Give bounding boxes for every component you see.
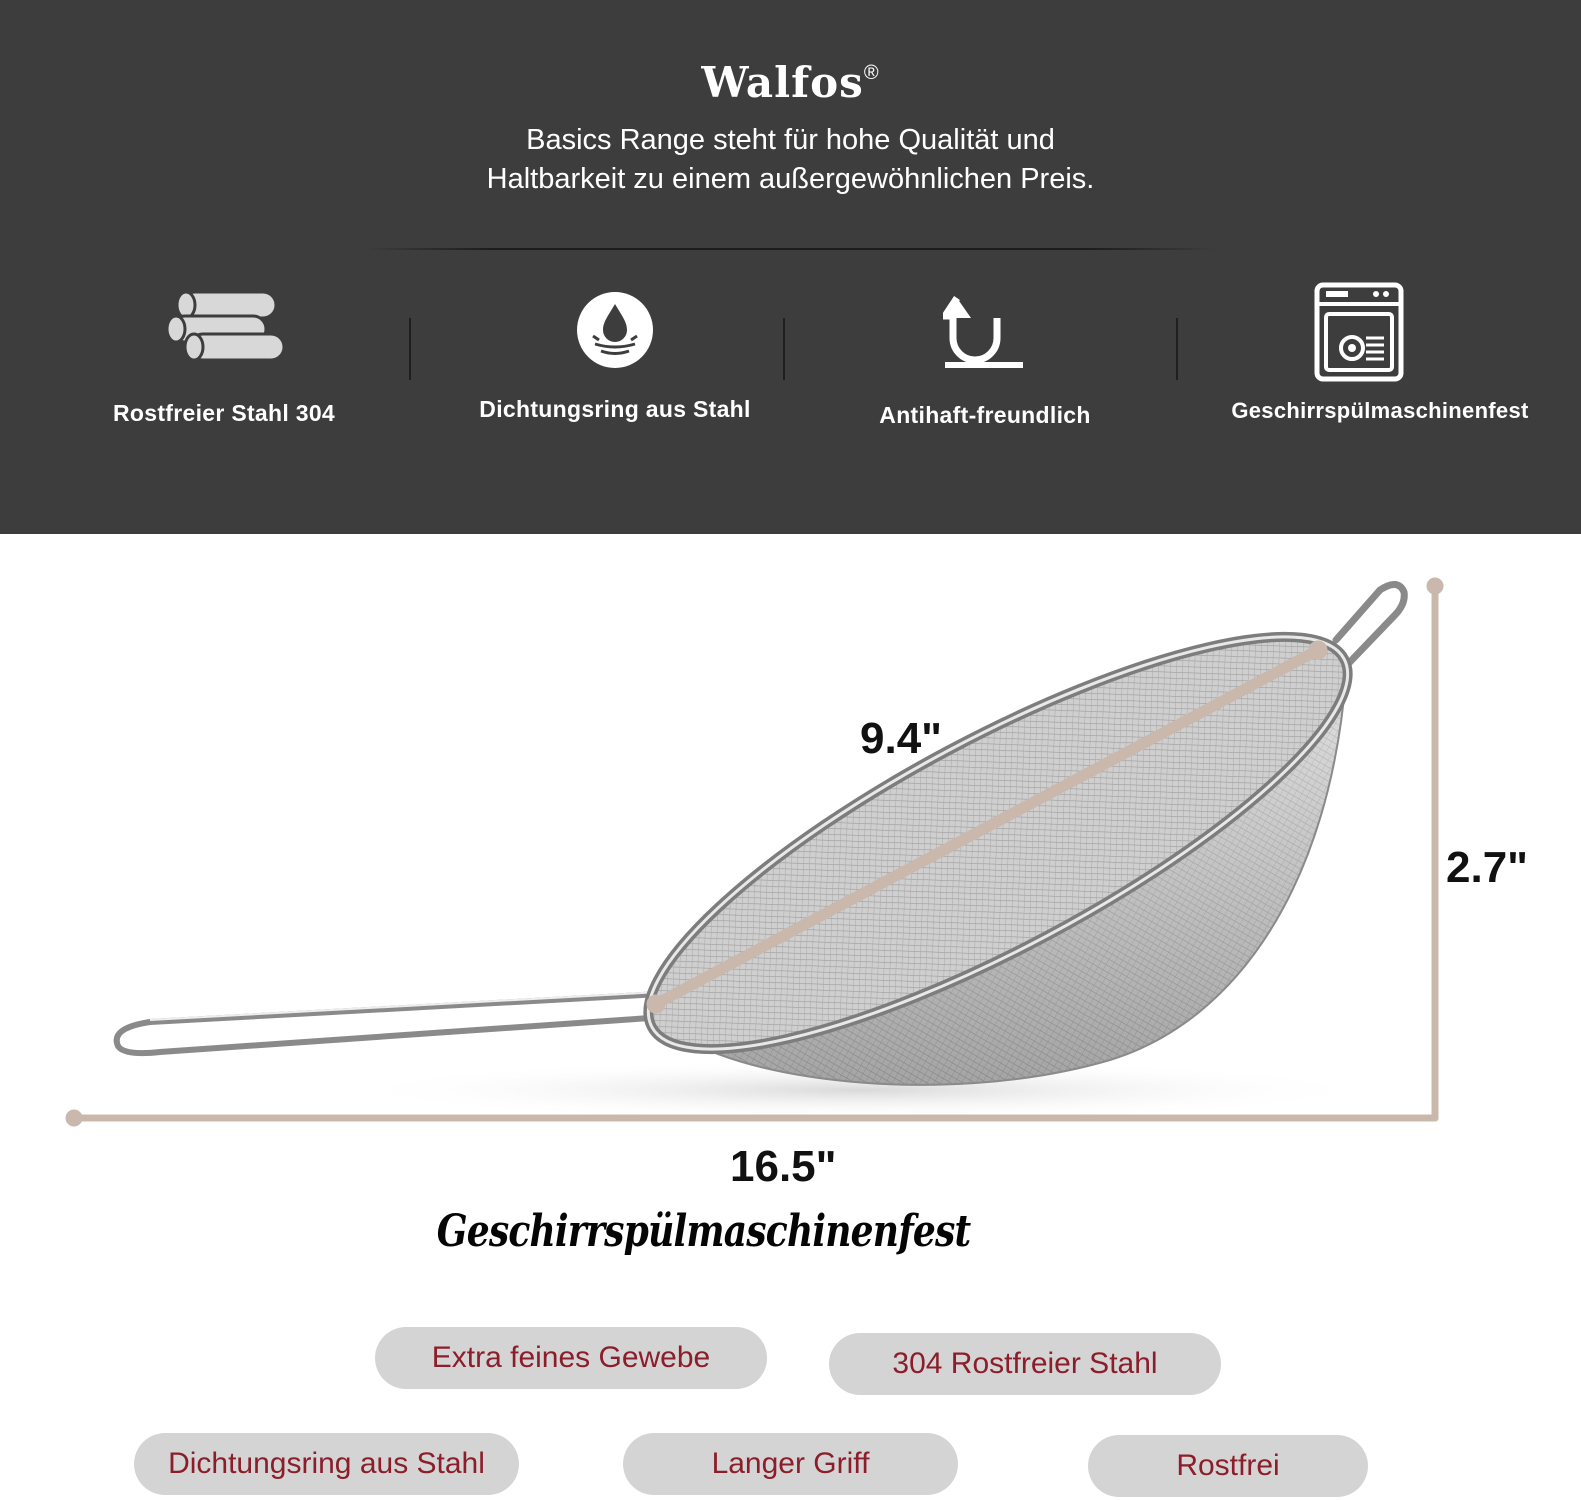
feature-nonstick <box>795 288 1175 448</box>
feature-label: Dichtungsring aus Stahl <box>479 396 751 422</box>
dishwasher-icon <box>1314 282 1404 382</box>
water-drop-icon <box>575 290 655 370</box>
header-divider <box>365 248 1215 250</box>
brand-logo: Walfos® <box>701 58 880 107</box>
dimension-height: 2.7" <box>1446 843 1529 892</box>
tagline-line-2: Haltbarkeit zu einem außergewöhnlichen Preis. <box>486 163 1095 195</box>
feature-pill: Dichtungsring aus Stahl <box>134 1433 519 1495</box>
feature-separator <box>409 318 411 380</box>
arrow-return-icon <box>943 296 1027 372</box>
dimension-length: 16.5" <box>730 1142 837 1191</box>
steel-pipes-icon <box>166 288 286 368</box>
feature-stainless-steel <box>34 288 414 448</box>
feature-steel-ring <box>425 288 805 448</box>
header-banner <box>0 0 1581 534</box>
feature-pill: 304 Rostfreier Stahl <box>829 1333 1221 1395</box>
feature-pill: Langer Griff <box>623 1433 958 1495</box>
strainer-handle <box>117 994 660 1053</box>
feature-pill: Extra feines Gewebe <box>375 1327 767 1389</box>
dimension-diameter: 9.4" <box>860 714 943 763</box>
tagline-line-1: Basics Range steht für hohe Qualität und <box>526 124 1055 156</box>
feature-pill: Rostfrei <box>1088 1435 1368 1497</box>
feature-separator <box>783 318 785 380</box>
highlight-title: Geschirrspülmaschinenfest <box>436 1206 971 1257</box>
feature-label: Geschirrspülmaschinenfest <box>1231 398 1529 423</box>
feature-label: Antihaft-freundlich <box>879 402 1091 428</box>
feature-dishwasher-safe <box>1168 280 1548 440</box>
feature-label: Rostfreier Stahl 304 <box>112 400 336 426</box>
